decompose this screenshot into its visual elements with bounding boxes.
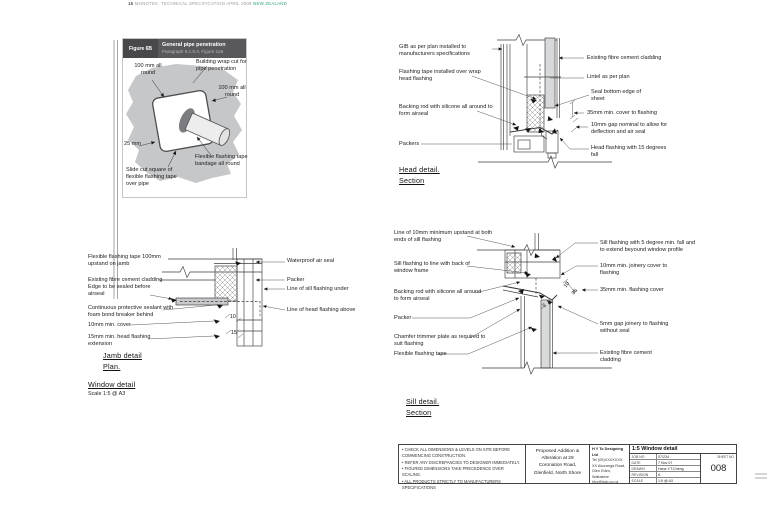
jamb-label-sill-flashing-under: Line of sill flashing under bbox=[287, 286, 349, 292]
jamb-dim-15: 15 bbox=[231, 330, 237, 336]
sill-detail-subtitle: Section bbox=[406, 408, 432, 417]
project-address: Proposed Addition & Alteration at 29 Coronation Road, Glenfield, North Shore bbox=[526, 445, 590, 483]
jamb-detail-title: Jamb detail bbox=[103, 351, 142, 360]
figure-titles bbox=[158, 39, 226, 58]
drawing-info bbox=[630, 445, 736, 483]
jamb-label-sealant: Continuous protective sealant with foam bond breaker behind bbox=[88, 305, 174, 319]
figure-title: General pipe penetration bbox=[162, 41, 226, 48]
sill-dim-35: 35 bbox=[570, 287, 580, 297]
sill-dim-5: 5 bbox=[541, 302, 548, 310]
sill-label-5deg-fall: Sill flashing with 5 degree min. fall and to extend beyound window profile bbox=[600, 240, 696, 254]
fig-dim-right-label: 100 mm all round bbox=[218, 85, 246, 99]
note-item: • REFER ANY DISCREPANCIES TO DESIGNER IMMEDIATELY. bbox=[402, 460, 523, 466]
figure-tag: Figure 6B bbox=[123, 39, 158, 58]
drawing-title: 1:5 Window detail bbox=[630, 445, 736, 454]
jamb-label-cladding: Existing fibre cement cladding Edge to be sealed before airseal bbox=[88, 277, 163, 298]
sill-label-10mm-joinery: 10mm min. joinery cover to flashing bbox=[600, 263, 668, 277]
sill-label-line-back-frame: Sill flashing to line with back of window frame bbox=[394, 261, 470, 275]
field-label: REVISION bbox=[630, 472, 657, 477]
title-block bbox=[398, 444, 737, 491]
head-label-packers: Packers bbox=[399, 141, 420, 147]
company-details bbox=[590, 445, 630, 483]
jamb-label-packer: Packer bbox=[287, 277, 305, 283]
field-value: 07/234 bbox=[658, 454, 669, 459]
fig-dim-inset-label: 25 mm bbox=[124, 141, 142, 147]
fig-slide-cut-label: Slide cut square of flexible flashing tape over pipe bbox=[126, 167, 177, 188]
head-label-seal-edge: Seal bottom edge of sheet bbox=[591, 89, 642, 103]
sill-label-cladding: Existing fibre cement cladding bbox=[600, 350, 652, 364]
sill-label-5mm-gap: 5mm gap joinery to flashing without seal bbox=[600, 321, 669, 335]
head-label-lintel: Lintel as per plan bbox=[587, 74, 630, 80]
jamb-label-airseal: Waterproof air seal bbox=[287, 258, 335, 264]
jamb-label-flexible-tape: Flexible flashing tape 100mm upstand on jamb bbox=[88, 254, 161, 268]
head-detail-subtitle: Section bbox=[399, 176, 425, 185]
sheet-number-cell bbox=[701, 454, 736, 483]
field-label: SCALE bbox=[630, 478, 657, 483]
field-value: Hans Y.T.Cheng bbox=[658, 466, 684, 471]
head-label-backing-rod: Backing rod with silicone all around to form airseal bbox=[399, 104, 493, 118]
jamb-label-10mm-cover: 10mm min. cover bbox=[88, 322, 131, 328]
sill-label-upstand: Line of 10mm minimum upstand at both ends of sill flashing bbox=[394, 230, 493, 244]
jamb-label-head-flashing-above: Line of head flashing above bbox=[287, 307, 356, 313]
head-label-10mm-gap: 10mm gap nominal to allow for deflection and air seal bbox=[591, 122, 668, 136]
company-email: hhy@hub.co.nz bbox=[592, 480, 619, 484]
sheet-number: 008 bbox=[710, 463, 727, 474]
head-label-gib: GIB as per plan installed to manufacturers specifications bbox=[399, 44, 470, 58]
head-label-flashing-tape: Flashing tape installed over wrap head flashing bbox=[399, 69, 481, 83]
head-label-cladding: Existing fibre cement cladding bbox=[587, 55, 662, 61]
note-item: • ALL PRODUCTS STRICTLY TO MANUFACTURERS SPECIFICATIONS bbox=[402, 479, 523, 492]
window-detail-scale: Scale 1:5 @ A3 bbox=[88, 391, 126, 397]
jamb-label-15mm-extension: 15mm min. head flashing extension bbox=[88, 334, 151, 348]
field-row bbox=[630, 478, 700, 483]
title-block-notes bbox=[399, 445, 526, 491]
fig-wrap-cut-label: Building wrap cut for pipe penetration bbox=[196, 59, 247, 73]
jamb-detail-subtitle: Plan. bbox=[103, 362, 121, 371]
sill-label-flexible-tape: Flexible flashing tape bbox=[394, 351, 447, 357]
page-header bbox=[128, 1, 287, 6]
note-item: • CHECK ALL DIMENSIONS & LEVELS ON SITE BEFORE COMMENCING CONSTRUCTION. bbox=[402, 447, 523, 460]
sill-label-chamfer: Chamfer trimmer plate as required to suit flashing bbox=[394, 334, 486, 348]
company-tel: Tel (09)XXXXXXX bbox=[592, 458, 623, 462]
company-name: H Y To Designing Ltd bbox=[592, 447, 624, 457]
field-label: DATE bbox=[630, 460, 657, 465]
fig-dim-left-label: 100 mm all round bbox=[134, 63, 162, 77]
field-value: 1:5 @ A3 bbox=[658, 478, 673, 483]
drawing-fields bbox=[630, 454, 701, 483]
window-detail-title: Window detail bbox=[88, 380, 136, 389]
sill-label-backing-rod: Backing rod with silicone all around to form airseal bbox=[394, 289, 482, 303]
spec-region: NEW ZEALAND bbox=[253, 1, 287, 6]
sill-dim-10: 10 bbox=[562, 280, 572, 290]
sill-label-packer: Packer bbox=[394, 315, 412, 321]
note-item: • FIGURED DIMENSIONS TAKE PRECEDENCE OVER SCALING. bbox=[402, 466, 523, 479]
sill-label-35mm-cover: 35mm min. flashing cover bbox=[600, 287, 664, 293]
sheet-number-label: SHEET NO bbox=[717, 455, 734, 459]
head-label-head-flashing: Head flashing with 15 degrees fall bbox=[591, 145, 667, 159]
field-label: DRAWN bbox=[630, 466, 657, 471]
page-number: 16 bbox=[128, 1, 134, 6]
field-value: A bbox=[658, 472, 661, 477]
head-detail-title: Head detail. bbox=[399, 165, 440, 174]
fig-bandage-label: Flexible flashing tape bandage all round bbox=[195, 154, 248, 168]
sill-detail-title: Sill detail. bbox=[406, 397, 440, 406]
jamb-dim-10: 10 bbox=[230, 314, 236, 320]
head-label-35mm-cover: 35mm min. cover to flashing bbox=[587, 110, 657, 116]
figure-subtitle: Paragraph 9.1.9.3, Figure 126 bbox=[162, 48, 224, 54]
field-label: JOB NO bbox=[630, 454, 657, 459]
field-value: 7 Nov 07 bbox=[658, 460, 673, 465]
figure-6b-header bbox=[123, 39, 246, 58]
spec-title: MONOTEK. TECHNICAL SPECIFICATION APRIL 2008 bbox=[134, 1, 252, 6]
company-address: XX Akoranga Road, Glen Eden, Waitakere bbox=[592, 463, 626, 479]
